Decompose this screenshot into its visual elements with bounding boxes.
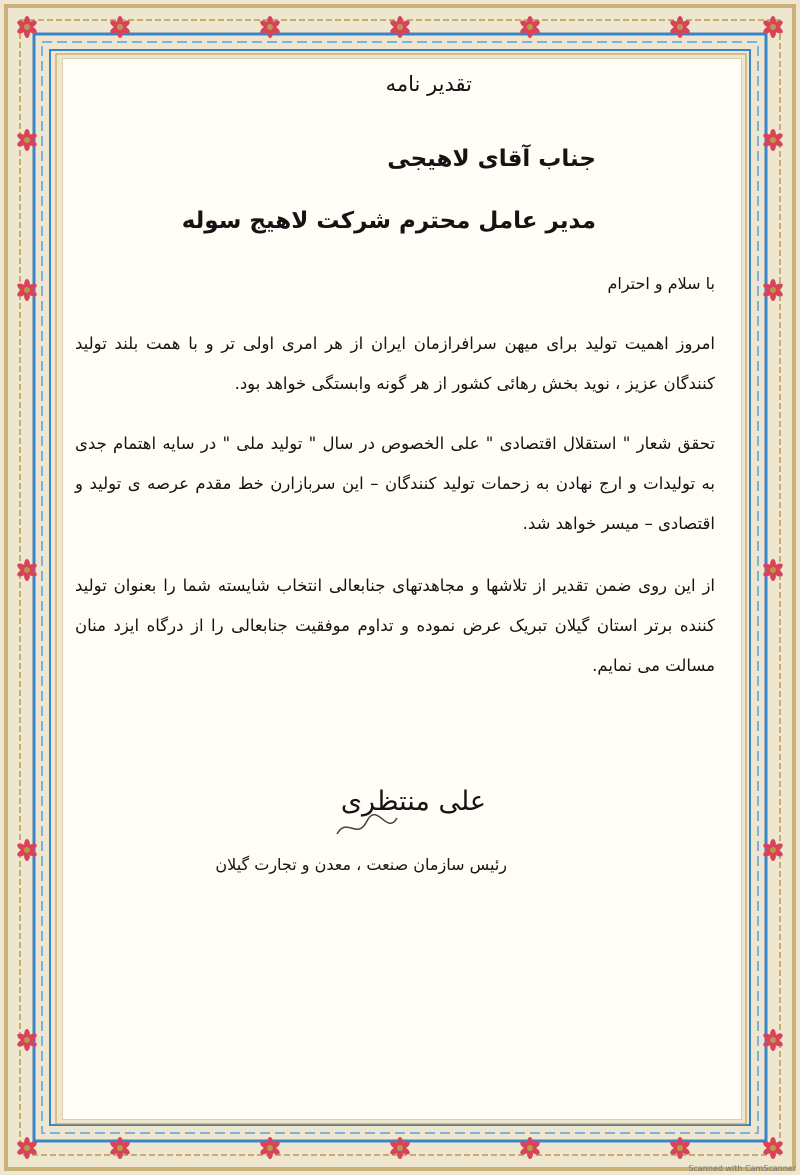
paragraph-1: امروز اهمیت تولید برای میهن سرافرازمان ایران از هر امری اولی تر و با همت بلند تولید کنندگان عزیز ، نوید بخش رهائی کشور از هر گونه وابستگی خواهد بود. xyxy=(75,334,715,393)
greeting: با سلام و احترام xyxy=(607,274,715,293)
recipient-position: مدیر عامل محترم شرکت لاهیج سوله xyxy=(181,208,596,234)
signatory-title: رئیس سازمان صنعت ، معدن و تجارت گیلان xyxy=(215,855,507,874)
signature-scribble xyxy=(332,806,402,846)
letter-title: تقدیر نامه xyxy=(385,72,472,96)
paragraph-3: از این روی ضمن تقدیر از تلاشها و مجاهدتهای جنابعالی انتخاب شایسته شما را بعنوان تولید کننده برتر استان گیلان تبریک عرض نموده و تداوم موفقیت جنابعالی را از درگاه ایزد منان مسالت می نمایم. xyxy=(75,576,715,675)
recipient-name: جناب آقای لاهیجی xyxy=(387,146,596,172)
paragraph-2: تحقق شعار " استقلال اقتصادی " علی الخصوص در سال " تولید ملی " در سایه اهتمام جدی به تولیدات و ارج نهادن به زحمات تولید کنندگان – این سربازارن خط مقدم عرصه ی تولید و اقتصادی – میسر خواهد شد. xyxy=(75,434,715,533)
signatory-name: علی منتظری xyxy=(340,786,486,817)
scanner-watermark: Scanned with CamScanner xyxy=(688,1164,796,1173)
letter-content xyxy=(62,58,742,1120)
